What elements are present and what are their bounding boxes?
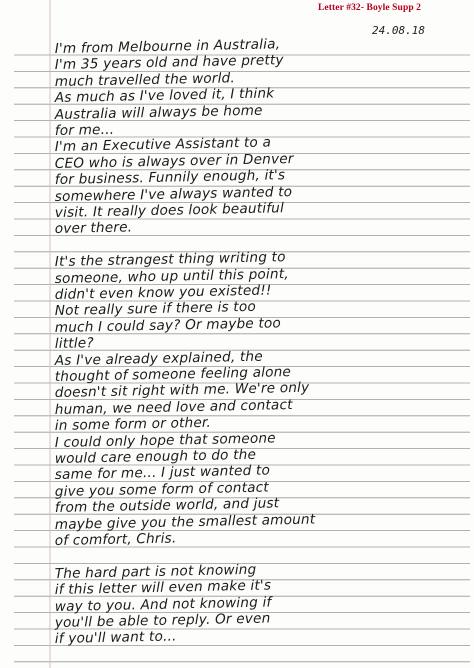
handwritten-line: As I've already explained, the <box>54 348 263 369</box>
handwritten-line: of comfort, Chris. <box>54 530 177 550</box>
handwritten-line: over there. <box>54 219 133 238</box>
handwritten-line: little? <box>54 335 94 353</box>
handwritten-line: somewhere I've always wanted to <box>54 183 293 205</box>
handwritten-line: doesn't sit right with me. We're only <box>54 380 310 402</box>
handwritten-line: Australia will always be home <box>54 102 263 123</box>
handwritten-line: someone, who up until this point, <box>54 265 289 287</box>
letter-date: 24.08.18 <box>372 24 425 37</box>
handwritten-line: Not really sure if there is too <box>54 299 257 320</box>
handwritten-line: didn't even know you existed!! <box>54 282 272 304</box>
handwritten-line: you'll be able to reply. Or even <box>54 610 271 632</box>
handwritten-line: maybe give you the smallest amount <box>54 511 316 533</box>
handwritten-line: visit. It really does look beautiful <box>54 200 285 222</box>
handwritten-line: give you some form of contact <box>54 479 270 500</box>
handwritten-line: much I could say? Or maybe too <box>54 315 282 336</box>
handwritten-line: would care enough to do the <box>54 446 257 468</box>
handwritten-line: human, we need love and contact <box>54 396 293 418</box>
handwritten-line: for business. Funnily enough, it's <box>54 167 286 189</box>
handwritten-line: in some form or other. <box>54 414 212 435</box>
letter-reference-label: Letter #32- Boyle Supp 2 <box>318 3 422 13</box>
handwritten-line: thought of someone feeling alone <box>54 364 292 386</box>
handwritten-line: As much as I've loved it, I think <box>54 85 275 107</box>
handwritten-line: The hard part is not knowing <box>54 561 257 582</box>
handwritten-line: I'm 35 years old and have pretty <box>54 52 284 74</box>
handwritten-line: It's the strangest thing writing to <box>54 249 286 271</box>
handwritten-line: from the outside world, and just <box>54 495 280 517</box>
handwritten-line: if this letter will even make it's <box>54 577 272 599</box>
handwritten-line: CEO who is always over in Denver <box>54 150 294 172</box>
handwritten-line: I could only hope that someone <box>54 429 276 451</box>
handwritten-line: if you'll want to... <box>54 628 177 648</box>
handwritten-line: I'm an Executive Assistant to a <box>54 134 272 156</box>
handwritten-line: same for me... I just wanted to <box>54 462 271 484</box>
handwritten-line: I'm from Melbourne in Australia, <box>54 36 281 58</box>
handwritten-line: way to you. And not knowing if <box>54 594 272 615</box>
handwritten-line: much travelled the world. <box>54 70 236 90</box>
handwritten-line: for me... <box>54 121 115 140</box>
